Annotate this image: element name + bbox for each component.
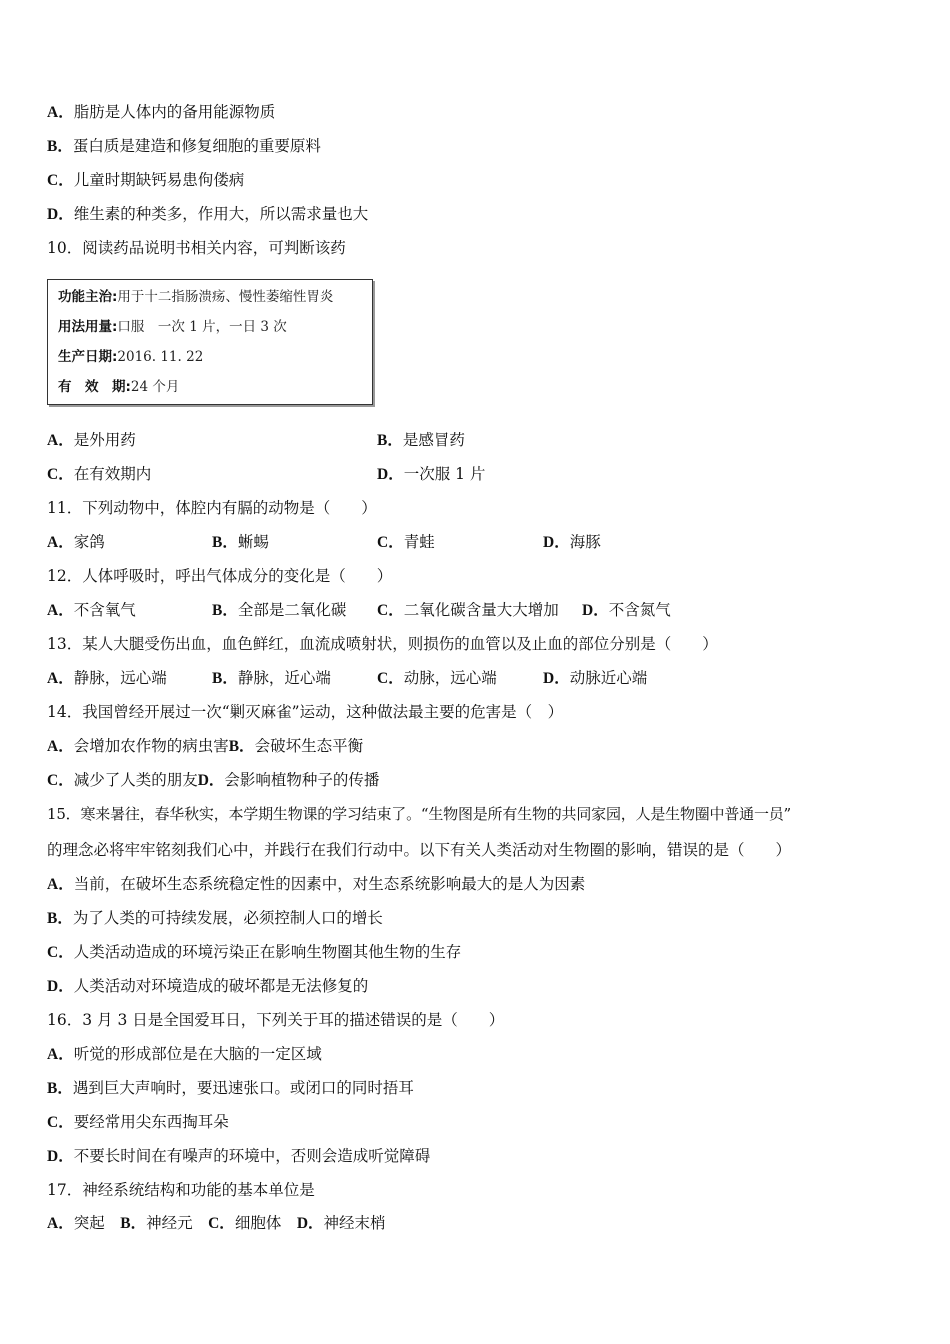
q12-option-c: C．二氧化碳含量大大增加 xyxy=(377,601,559,619)
drug-label-row: 有 效 期:24 个月 xyxy=(58,379,180,395)
q15-option-b: B．为了人类的可持续发展，必须控制人口的增长 xyxy=(47,909,383,927)
drug-label-row: 生产日期:2016. 11. 22 xyxy=(58,349,204,365)
q12-option-b: B．全部是二氧化碳 xyxy=(212,601,347,619)
q16-option-a: A．听觉的形成部位是在大脑的一定区域 xyxy=(47,1045,322,1063)
q16-option-d: D．不要长时间在有噪声的环境中，否则会造成听觉障碍 xyxy=(47,1147,431,1165)
q13-option-d: D．动脉近心端 xyxy=(543,669,648,687)
drug-label-box xyxy=(47,279,373,405)
q14-options-cd: C．减少了人类的朋友D．会影响植物种子的传播 xyxy=(47,771,380,789)
q11-stem: 11．下列动物中，体腔内有膈的动物是（ ） xyxy=(47,499,377,517)
q16-option-c: C．要经常用尖东西掏耳朵 xyxy=(47,1113,229,1131)
q13-stem: 13．某人大腿受伤出血，血色鲜红，血流成喷射状，则损伤的血管以及止血的部位分别是（ ） xyxy=(47,635,718,653)
q14-options-ab: A．会增加农作物的病虫害B．会破坏生态平衡 xyxy=(47,737,364,755)
q11-option-a: A．家鸽 xyxy=(47,533,105,551)
q10-option-a: A．是外用药 xyxy=(47,431,136,449)
q10-option-b: B．是感冒药 xyxy=(377,431,465,449)
q17-options: A．突起 B．神经元 C．细胞体 D．神经末梢 xyxy=(47,1214,386,1232)
q9-option-c: C．儿童时期缺钙易患佝偻病 xyxy=(47,171,245,189)
q15-option-d: D．人类活动对环境造成的破坏都是无法修复的 xyxy=(47,977,369,995)
q15-option-a: A．当前，在破坏生态系统稳定性的因素中，对生态系统影响最大的是人为因素 xyxy=(47,875,586,893)
q9-option-a: A．脂肪是人体内的备用能源物质 xyxy=(47,103,276,121)
drug-label-row: 用法用量:口服 一次 1 片，一日 3 次 xyxy=(58,319,287,335)
drug-label-row: 功能主治:用于十二指肠溃疡、慢性萎缩性胃炎 xyxy=(58,289,334,305)
q12-option-d: D．不含氮气 xyxy=(582,601,671,619)
q9-option-b: B．蛋白质是建造和修复细胞的重要原料 xyxy=(47,137,321,155)
q13-option-a: A．静脉，远心端 xyxy=(47,669,167,687)
q13-option-b: B．静脉，近心端 xyxy=(212,669,331,687)
q11-option-c: C．青蛙 xyxy=(377,533,435,551)
q15-stem-line2: 的理念必将牢牢铭刻我们心中，并践行在我们行动中。以下有关人类活动对生物圈的影响，错误的是（ ） xyxy=(47,841,792,859)
q10-option-c: C．在有效期内 xyxy=(47,465,152,483)
q17-stem: 17．神经系统结构和功能的基本单位是 xyxy=(47,1181,315,1199)
q12-stem: 12．人体呼吸时，呼出气体成分的变化是（ ） xyxy=(47,567,393,585)
q16-stem: 16．3 月 3 日是全国爱耳日，下列关于耳的描述错误的是（ ） xyxy=(47,1011,505,1029)
q10-stem: 10．阅读药品说明书相关内容，可判断该药 xyxy=(47,239,346,257)
q14-stem: 14．我国曾经开展过一次“剿灭麻雀”运动，这种做法最主要的危害是（ ） xyxy=(47,703,564,721)
q10-option-d: D．一次服 1 片 xyxy=(377,465,486,483)
q15-stem-line1: 15．寒来暑往，春华秋实，本学期生物课的学习结束了。“生物图是所有生物的共同家园，人是生物圈中普通一员” xyxy=(47,805,792,823)
q11-option-b: B．蜥蜴 xyxy=(212,533,269,551)
q15-option-c: C．人类活动造成的环境污染正在影响生物圈其他生物的生存 xyxy=(47,943,462,961)
q13-option-c: C．动脉，远心端 xyxy=(377,669,497,687)
q16-option-b: B．遇到巨大声响时，要迅速张口。或闭口的同时捂耳 xyxy=(47,1079,414,1097)
q11-option-d: D．海豚 xyxy=(543,533,601,551)
q9-option-d: D．维生素的种类多，作用大，所以需求量也大 xyxy=(47,205,369,223)
q12-option-a: A．不含氧气 xyxy=(47,601,136,619)
